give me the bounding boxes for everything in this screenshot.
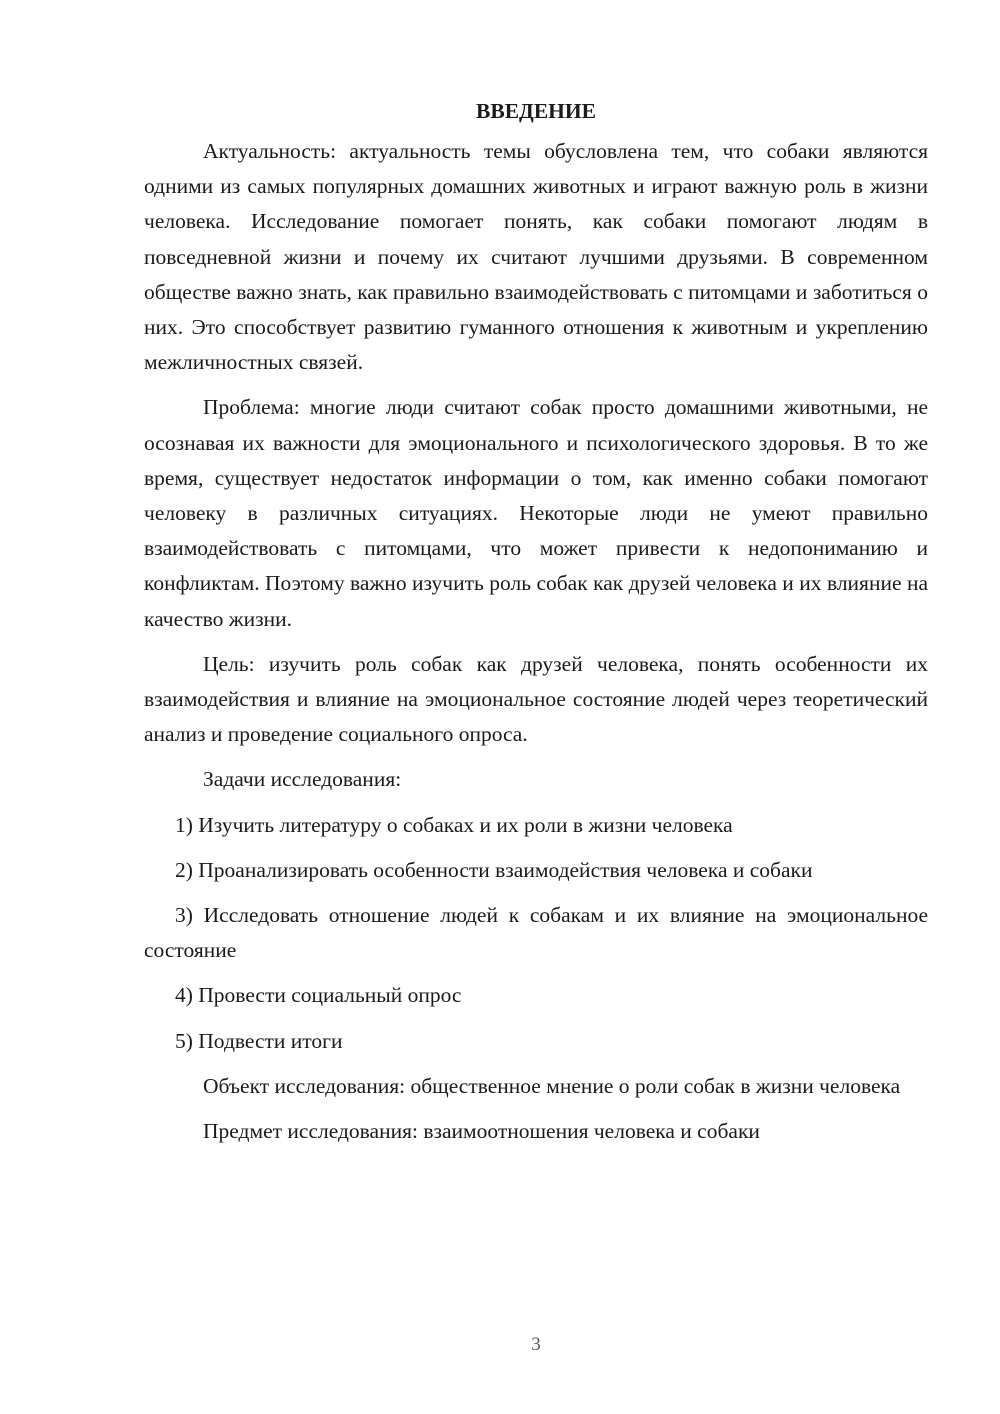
paragraph-subject: Предмет исследования: взаимоотношения человека и собаки: [203, 1119, 760, 1144]
paragraph-object: Объект исследования: общественное мнение о роли собак в жизни человека: [203, 1073, 901, 1098]
section-heading: ВВЕДЕНИЕ: [476, 99, 596, 123]
page-content: [144, 96, 928, 1159]
paragraph-relevance: Актуальность: актуальность темы обусловлена тем, что собаки являются одними из самых популярных домашних животных и играют важную роль в жизни человека. Исследование помогает понять, как собаки помогают людям в повседневной жизни и почему их считают лучшими друзьями. В современном обществе важно знать, как правильно взаимодействовать с питомцами и заботиться о них. Это способствует развитию гуманного отношения к животным и укреплению межличностных связей.: [144, 139, 928, 375]
task-item: 5) Подвести итоги: [175, 1028, 343, 1053]
paragraph-problem: Проблема: многие люди считают собак просто домашними животными, не осознавая их важности для эмоционального и психологического здоровья. В то же время, существует недостаток информации о том, как именно собаки помогают человеку в различных ситуациях. Некоторые люди не умеют правильно взаимодействовать с питомцами, что может привести к недопониманию и конфликтам. Поэтому важно изучить роль собак как друзей человека и их влияние на качество жизни.: [144, 395, 928, 631]
task-item: 3) Исследовать отношение людей к собакам и их влияние на эмоциональное состояние: [144, 903, 928, 963]
page-number: 3: [531, 1334, 541, 1355]
task-item: 2) Проанализировать особенности взаимодействия человека и собаки: [175, 857, 813, 882]
tasks-heading: Задачи исследования:: [203, 767, 402, 792]
paragraph-goal: Цель: изучить роль собак как друзей человека, понять особенности их взаимодействия и влияние на эмоциональное состояние людей через теоретический анализ и проведение социального опроса.: [144, 651, 928, 747]
task-item: 1) Изучить литературу о собаках и их роли в жизни человека: [175, 812, 733, 837]
task-item: 4) Провести социальный опрос: [175, 983, 462, 1008]
